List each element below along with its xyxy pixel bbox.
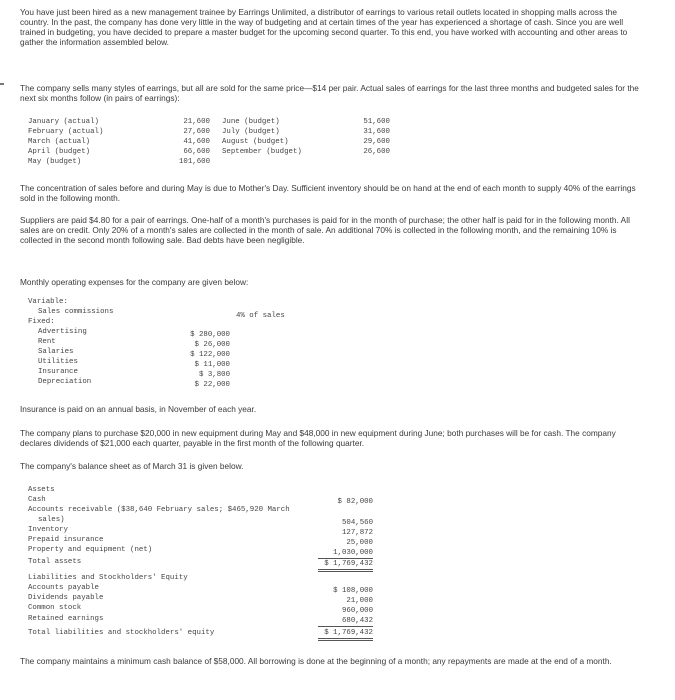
- sales-value: 27,600: [183, 128, 210, 136]
- total-assets-value: $ 1,769,432: [318, 559, 373, 572]
- inventory-label: Inventory: [28, 526, 68, 534]
- expense-label: Salaries: [38, 348, 74, 356]
- sales-value: 51,600: [363, 118, 390, 126]
- expense-value: $ 26,000: [194, 341, 230, 349]
- sales-month: February (actual): [28, 128, 104, 136]
- sales-month: May (budget): [28, 158, 82, 166]
- expense-value: $ 280,000: [190, 331, 230, 339]
- sales-value: 26,600: [363, 148, 390, 156]
- sales-month: June (budget): [222, 118, 280, 126]
- commissions-label: Sales commissions: [38, 308, 114, 316]
- sales-month: January (actual): [28, 118, 99, 126]
- expense-value: $ 22,000: [194, 381, 230, 389]
- balance-intro: The company's balance sheet as of March 31 is given below.: [20, 461, 244, 471]
- sales-value: 41,600: [183, 138, 210, 146]
- expense-label: Utilities: [38, 358, 78, 366]
- equipment-paragraph: The company plans to purchase $20,000 in new equipment during May and $48,000 in new equipment during June; both purchases will be for cash. The company declares dividends of $21,000 each quarter, payable in the first month of the following quarter.: [20, 428, 616, 448]
- assets-label: Assets: [28, 486, 55, 494]
- inventory-value: 127,872: [341, 529, 373, 537]
- dividends-label: Dividends payable: [28, 594, 104, 602]
- variable-label: Variable:: [28, 298, 68, 306]
- left-margin-mark: [0, 83, 4, 85]
- expenses-intro: Monthly operating expenses for the company are given below:: [20, 277, 249, 287]
- ap-label: Accounts payable: [28, 584, 99, 592]
- expense-value: $ 122,000: [190, 351, 230, 359]
- fixed-label: Fixed:: [28, 318, 55, 326]
- cash-value: $ 82,000: [337, 498, 373, 506]
- expense-label: Insurance: [38, 368, 78, 376]
- expense-label: Depreciation: [38, 378, 92, 386]
- sales-month: April (budget): [28, 148, 91, 156]
- sales-month: September (budget): [222, 148, 302, 156]
- ar-value: 504,560: [341, 519, 373, 527]
- insurance-note: Insurance is paid on an annual basis, in November of each year.: [20, 404, 257, 414]
- expense-value: $ 3,800: [198, 371, 230, 379]
- commissions-value: 4% of sales: [236, 312, 285, 320]
- dividends-value: 21,000: [346, 597, 373, 605]
- total-assets-label: Total assets: [28, 558, 82, 566]
- intro-paragraph: You have just been hired as a new management trainee by Earrings Unlimited, a distributor of earrings to various retail outlets located in shopping malls across the country. In the past, the company has done very little in the way of budgeting and at certain times of the year has experienced a shortage of cash. Since you are well trained in budgeting, you have decided to prepare a master budget for the upcoming second quarter. To this end, you have worked with accounting and other areas to gather the information assembled below.: [20, 7, 628, 47]
- suppliers-paragraph: Suppliers are paid $4.80 for a pair of earrings. One-half of a month's purchases is paid for in the month of purchase; the other half is paid for in the following month. All sales are on credit. Only 20% of a month's sales are collected in the month of sale. An additional 70% is collected in the following month, and the remaining 10% is collected in the second month following sale. Bad debts have been negligible.: [20, 215, 630, 245]
- liabilities-label: Liabilities and Stockholders' Equity: [28, 574, 188, 582]
- retained-earnings-label: Retained earnings: [28, 615, 104, 623]
- sales-month: March (actual): [28, 138, 91, 146]
- total-le-value: $ 1,769,432: [318, 628, 373, 641]
- expense-label: Advertising: [38, 328, 87, 336]
- sales-value: 66,600: [183, 148, 210, 156]
- sales-intro-paragraph: The company sells many styles of earrings, but all are sold for the same price—$14 per pair. Actual sales of earrings for the last three months and budgeted sales for the next six months follow (in pairs of earrings):: [20, 83, 639, 103]
- sales-value: 101,600: [178, 158, 210, 166]
- sales-value: 21,600: [183, 118, 210, 126]
- ar-label-cont: sales): [38, 516, 65, 524]
- expense-label: Rent: [38, 338, 56, 346]
- sales-month: July (budget): [222, 128, 280, 136]
- ap-value: $ 108,000: [333, 587, 373, 595]
- min-cash-paragraph: The company maintains a minimum cash balance of $58,000. All borrowing is done at the beginning of a month; any repayments are made at the end of a month.: [20, 656, 612, 666]
- retained-earnings-value: 680,432: [318, 616, 373, 627]
- ppe-value: 1,030,000: [318, 548, 373, 559]
- common-stock-value: 960,000: [341, 607, 373, 615]
- expense-value: $ 11,000: [194, 361, 230, 369]
- concentration-paragraph: The concentration of sales before and during May is due to Mother's Day. Sufficient inventory should be on hand at the end of each month to supply 40% of the earrings sold in the following month.: [20, 183, 636, 203]
- sales-value: 31,600: [363, 128, 390, 136]
- prepaid-label: Prepaid insurance: [28, 536, 104, 544]
- prepaid-value: 25,000: [346, 539, 373, 547]
- ar-label: Accounts receivable ($38,640 February sales; $465,920 March: [28, 506, 290, 514]
- cash-label: Cash: [28, 496, 46, 504]
- sales-value: 29,600: [363, 138, 390, 146]
- common-stock-label: Common stock: [28, 604, 82, 612]
- total-le-label: Total liabilities and stockholders' equity: [28, 629, 215, 637]
- sales-month: August (budget): [222, 138, 289, 146]
- ppe-label: Property and equipment (net): [28, 546, 153, 554]
